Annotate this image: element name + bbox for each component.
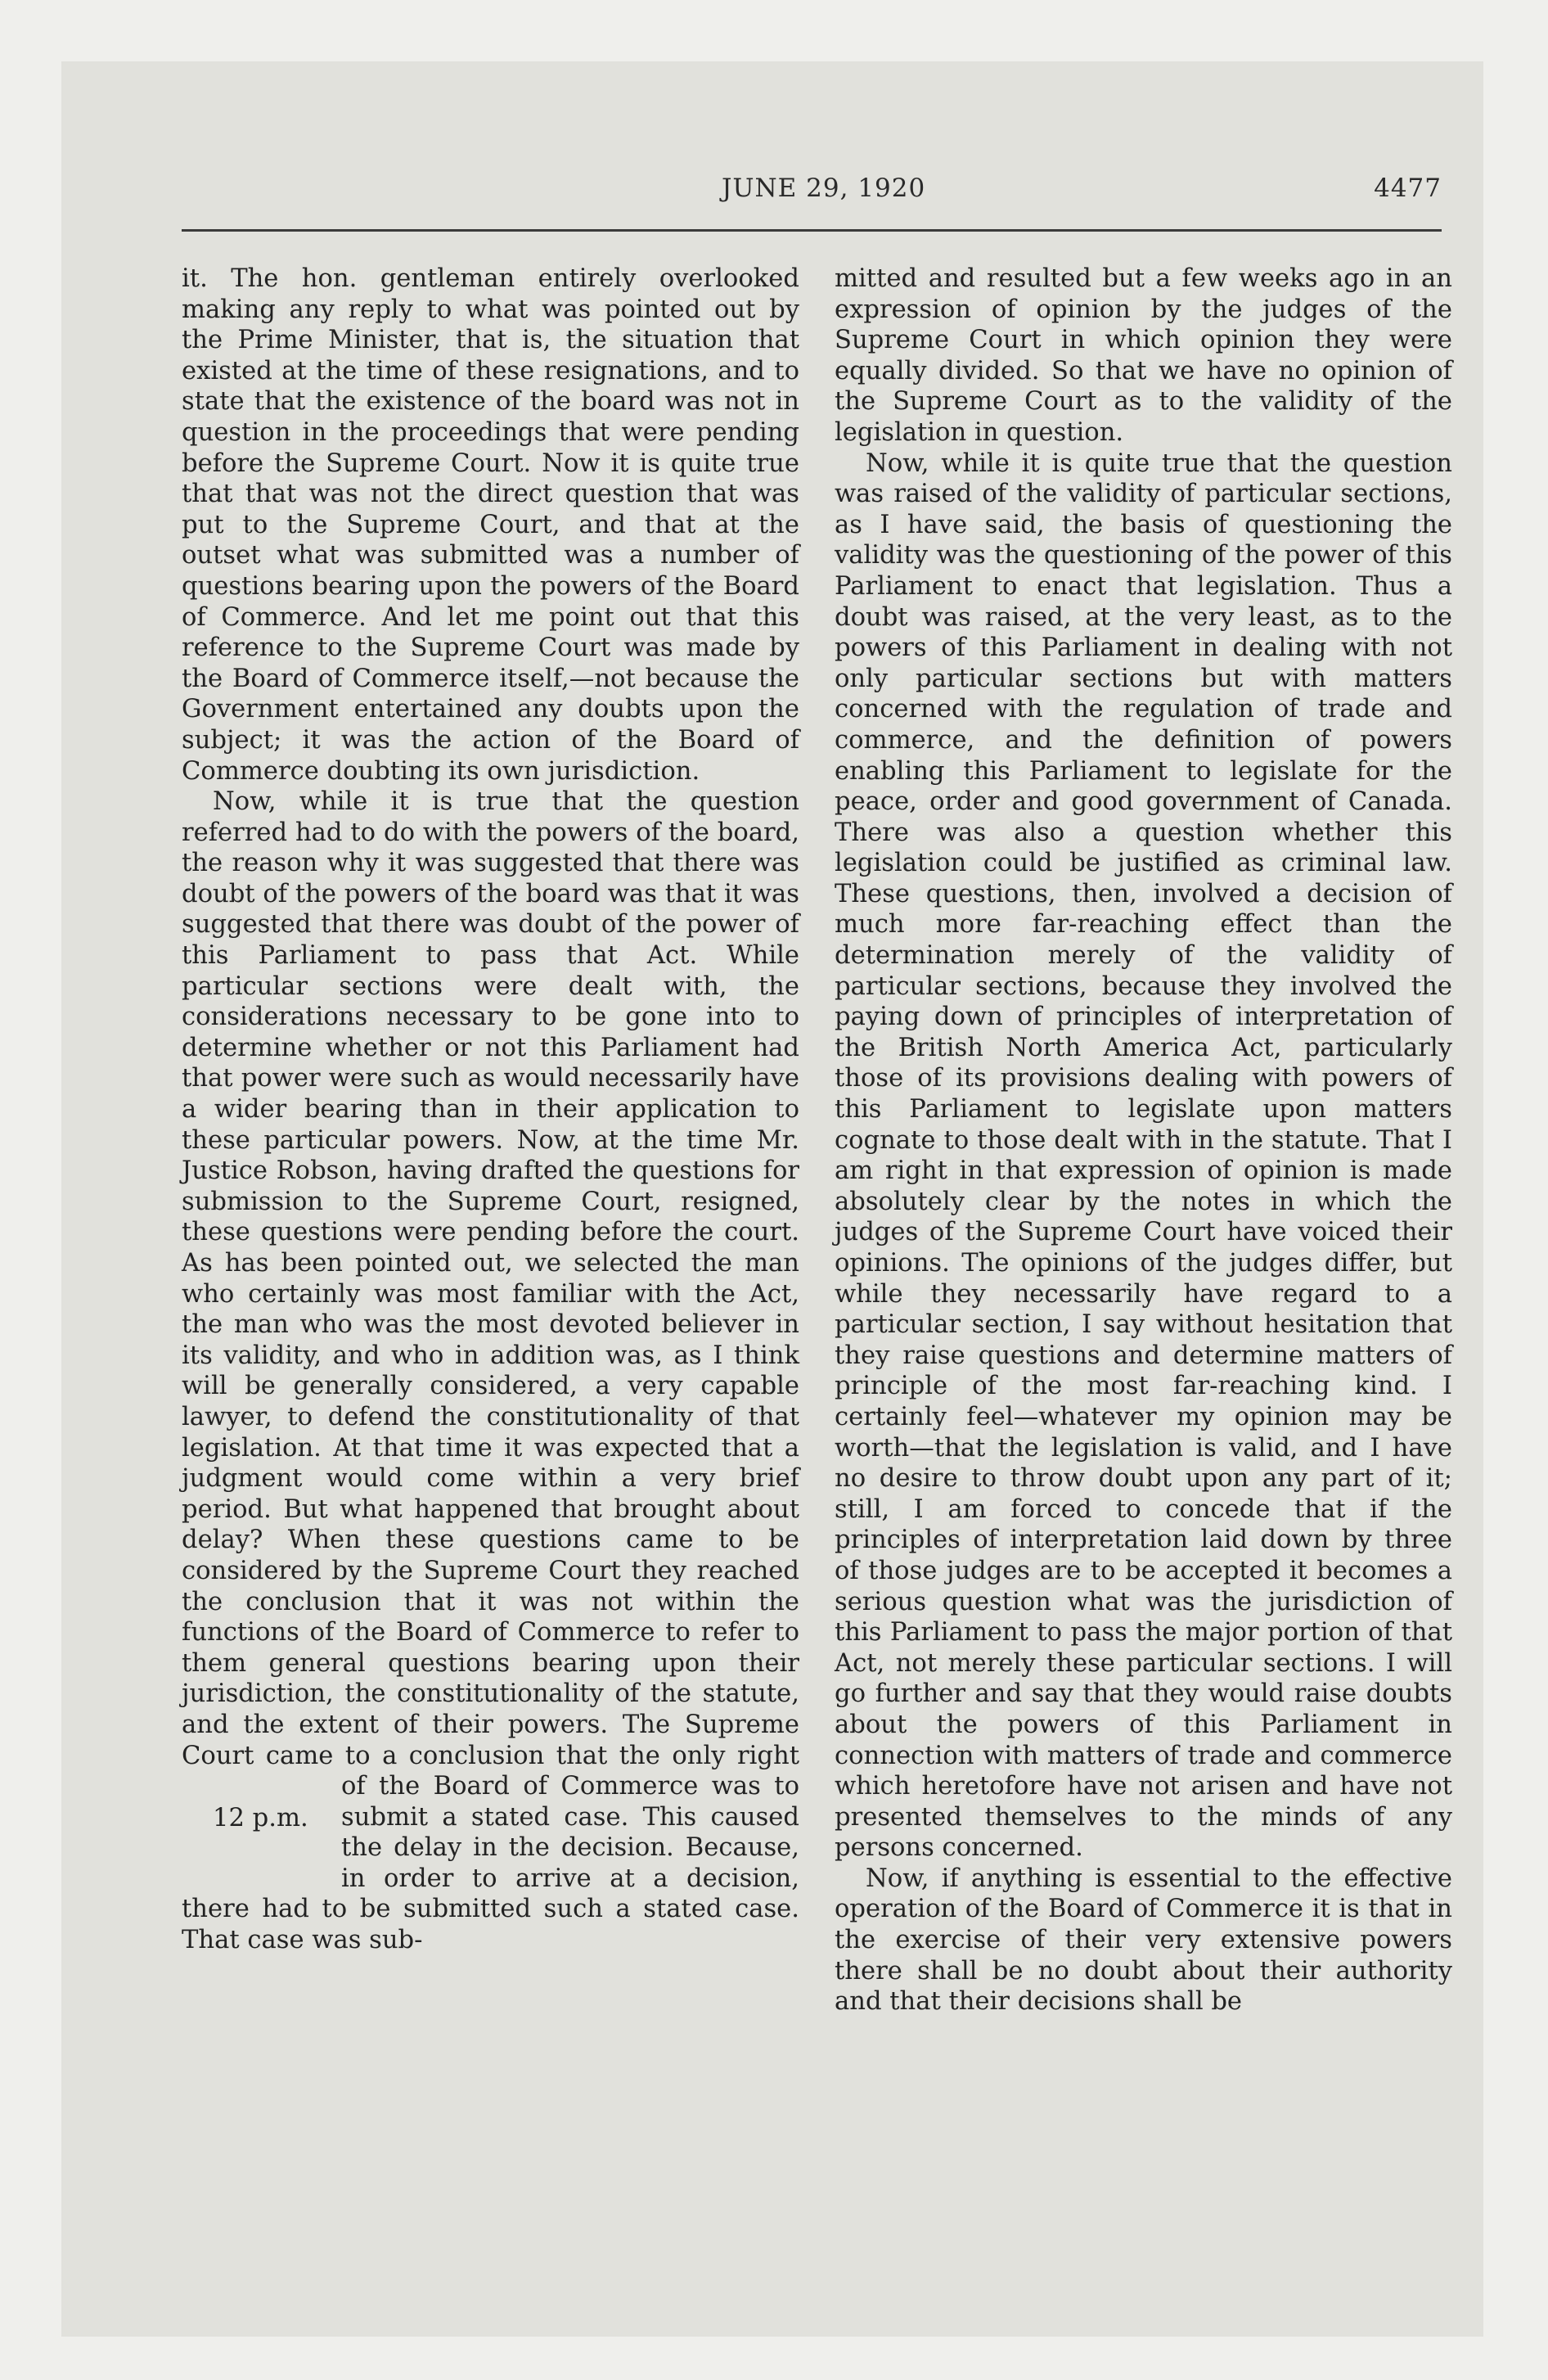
time-margin-note: 12 p.m.	[213, 1804, 308, 1833]
right-paragraph-2: Now, while it is quite true that the question was raised of the validity of particular sections, as I have said, the basis of questioning the validity was the questioning of the power of this Parliament to enact that legislation. Thus a doubt was raised, at the very least, as to the powers of this Parliament in dealing with not only particular sections but with matters concerned with the regulation of trade and commerce, and the definition of powers enabling this Parliament to legislate for the peace, order and good government of Canada. There was also a question whether this legislation could be justified as criminal law. These questions, then, involved a decision of much more far-reaching effect than the determination merely of the validity of particular sections, because they involved the paying down of principles of interpretation of the British North America Act, particularly those of its provisions dealing with powers of this Parliament to legislate upon matters cognate to those dealt with in the statute. That I am right in that expression of opinion is made absolutely clear by the notes in which the judges of the Supreme Court have voiced their opinions. The opinions of the judges differ, but while they necessarily have regard to a particular section, I say without hesitation that they raise questions and determine matters of principle of the most far-reaching kind. I certainly feel—whatever my opinion may be worth—that the legislation is valid, and I have no desire to throw doubt upon any part of it; still, I am forced to concede that if the principles of interpretation laid down by three of those judges are to be accepted it becomes a serious question what was the jurisdiction of this Parliament to pass the major portion of that Act, not merely these particular sections. I will go further and say that they would raise doubts about the powers of this Parliament in connection with matters of trade and commerce which heretofore have not arisen and have not presented themselves to the minds of any persons concerned.	[835, 449, 1452, 1863]
left-paragraph-2	[182, 787, 799, 1956]
left-paragraph-1: it. The hon. gentleman entirely overlooked making any reply to what was pointed out by the Prime Minister, that is, the situation that existed at the time of these resignations, and to state that the existence of the board was not in question in the proceedings that were pending before the Supreme Court. Now it is quite true that that was not the direct question that was put to the Supreme Court, and that at the outset what was submitted was a number of questions bearing upon the powers of the Board of Commerce. And let me point out that this reference to the Supreme Court was made by the Board of Commerce itself,—not because the Government entertained any doubts upon the subject; it was the action of the Board of Commerce doubting its own jurisdiction.	[182, 264, 799, 786]
page-header	[182, 174, 1442, 216]
right-column	[835, 264, 1452, 2017]
header-date: JUNE 29, 1920	[722, 174, 926, 203]
page-number: 4477	[1374, 174, 1442, 203]
left-paragraph-2-continued: to submit a stated case. This caused the delay in the decision. Because, in order to arrive at a decision, there had to be submitted such a stated case. That case was sub-	[182, 1772, 799, 1955]
left-paragraph-2-text: Now, while it is true that the question referred had to do with the powers of the board, the reason why it was suggested that there was doubt of the powers of the board was that it was suggested that there was doubt of the power of this Parliament to pass that Act. While particular sections were dealt with, the considerations necessary to be gone into to determine whether or not this Parliament had that power were such as would necessarily have a wider bearing than in their application to these particular powers. Now, at the time Mr. Justice Robson, having drafted the questions for submission to the Supreme Court, resigned, these questions were pending before the court. As has been pointed out, we selected the man who certainly was most familiar with the Act, the man who was the most devoted believer in its validity, and who in addition was, as I think will be generally considered, a very capable lawyer, to defend the constitutionality of that legislation. At that time it was expected that a judgment would come within a very brief period. But what happened that brought about delay? When these questions came to be considered by the Supreme Court they reached the conclusion that it was not within the functions of the Board of Commerce to refer to them general questions bearing upon their jurisdiction, the constitutionality of the statute, and the extent of their powers. The Supreme Court came to a conclusion that the only right of the Board of Commerce was	[182, 787, 799, 1801]
left-column	[182, 264, 799, 1956]
right-paragraph-1: mitted and resulted but a few weeks ago in an expression of opinion by the judges of the Supreme Court in which opinion they were equally divided. So that we have no opinion of the Supreme Court as to the validity of the legislation in question.	[835, 264, 1452, 447]
right-paragraph-3: Now, if anything is essential to the effective operation of the Board of Commerce it is that in the exercise of their very extensive powers there shall be no doubt about their authority and that their decisions shall be	[835, 1864, 1452, 2017]
header-rule	[182, 229, 1442, 232]
margin-note-box	[182, 1771, 341, 1868]
